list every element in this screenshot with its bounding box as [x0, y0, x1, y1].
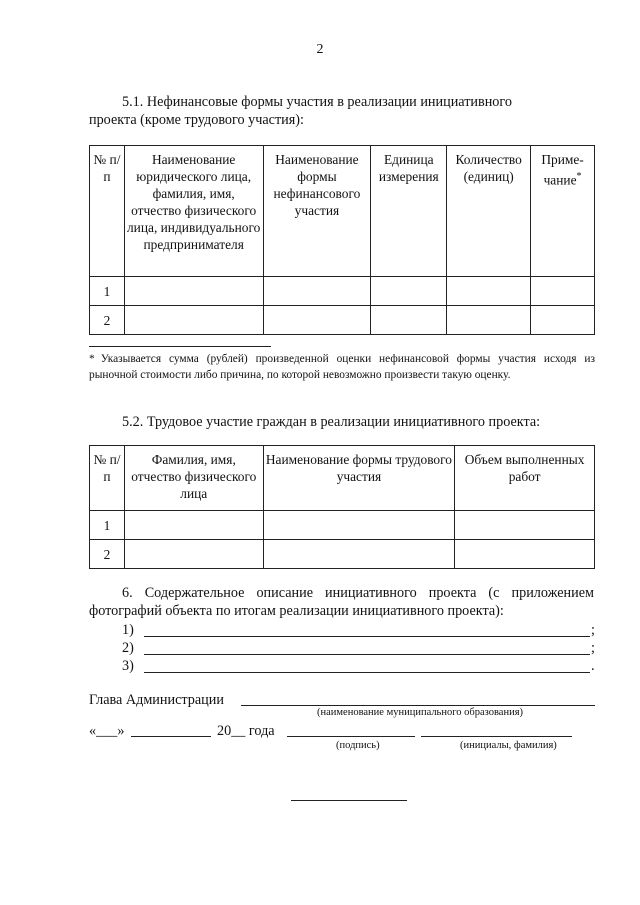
item-3-end: .: [591, 658, 595, 674]
end-divider: [291, 800, 407, 801]
note-asterisk: *: [576, 171, 582, 182]
item-2-label: 2): [122, 640, 134, 656]
item-2-end: ;: [591, 640, 595, 656]
name-caption: (инициалы, фамилия): [460, 740, 557, 751]
page-number: 2: [316, 42, 324, 57]
table-cell[interactable]: [124, 511, 263, 540]
head-label: Глава Администрации: [89, 692, 224, 708]
table-labor: [89, 445, 595, 569]
col-header-unit: Единица измерения: [371, 146, 447, 277]
footnote-divider: [89, 346, 271, 347]
col-header-number: № п/п: [90, 446, 125, 511]
col-header-note: [531, 146, 595, 277]
item-1-line[interactable]: [144, 636, 590, 637]
table-cell[interactable]: [124, 540, 263, 569]
table-cell[interactable]: [124, 277, 263, 306]
col-header-person-name: Фамилия, имя, отчество физического лица: [124, 446, 263, 511]
table-cell[interactable]: [124, 306, 263, 335]
item-1-label: 1): [122, 622, 134, 638]
item-1-end: ;: [591, 622, 595, 638]
table-cell[interactable]: [263, 540, 455, 569]
col-header-entity-name: Наименование юридического лица, фамилия, имя, отчество физического лица, индивидуального предпринимателя: [124, 146, 263, 277]
section-5-1-heading: 5.1. Нефинансовые формы участия в реализации инициативного: [122, 94, 512, 110]
table-row-number: 2: [90, 540, 125, 569]
municipality-line[interactable]: [241, 705, 595, 706]
table-row-number: 2: [90, 306, 125, 335]
signature-line[interactable]: [287, 736, 415, 737]
col-header-number: № п/п: [90, 146, 125, 277]
table-cell[interactable]: [371, 277, 447, 306]
table-cell[interactable]: [263, 306, 371, 335]
municipality-caption: (наименование муниципального образования): [317, 707, 524, 718]
table-cell[interactable]: [263, 511, 455, 540]
table-cell[interactable]: [447, 306, 531, 335]
date-year: 20__ года: [217, 723, 275, 739]
col-header-work-volume: Объем выполненных работ: [455, 446, 595, 511]
table-nonfinancial: [89, 145, 595, 335]
table-cell[interactable]: [531, 306, 595, 335]
item-3-label: 3): [122, 658, 134, 674]
col-header-labor-form: Наименование формы трудового участия: [263, 446, 455, 511]
footnote-mark: *: [89, 353, 95, 365]
table-row-number: 1: [90, 277, 125, 306]
item-2-line[interactable]: [144, 654, 590, 655]
col-header-quantity: Количество (единиц): [447, 146, 531, 277]
item-3-line[interactable]: [144, 672, 590, 673]
table-cell[interactable]: [455, 511, 595, 540]
footnote: [89, 351, 595, 383]
sign-caption: (подпись): [336, 740, 380, 751]
section-5-2-heading: 5.2. Трудовое участие граждан в реализации инициативного проекта:: [122, 414, 541, 430]
section-6-heading: 6. Содержательное описание инициативного проекта (с приложением фотографий объекта по итогам реализации инициативного проекта):: [89, 585, 594, 619]
table-cell[interactable]: [371, 306, 447, 335]
section-5-1-heading-cont: проекта (кроме трудового участия):: [89, 112, 304, 128]
table-cell[interactable]: [263, 277, 371, 306]
col-header-note-text: Приме-чание: [541, 152, 584, 188]
table-cell[interactable]: [447, 277, 531, 306]
footnote-text: Указывается сумма (рублей) произведенной оценки нефинансовой формы участия исходя из рыночной стоимости либо причина, по которой невозможно произвести такую оценку.: [89, 353, 595, 381]
table-cell[interactable]: [455, 540, 595, 569]
table-row-number: 1: [90, 511, 125, 540]
name-line[interactable]: [421, 736, 572, 737]
date-day: «___»: [89, 723, 125, 739]
table-cell[interactable]: [531, 277, 595, 306]
col-header-participation-form: Наименование формы нефинансового участия: [263, 146, 371, 277]
date-month-line[interactable]: [131, 736, 211, 737]
